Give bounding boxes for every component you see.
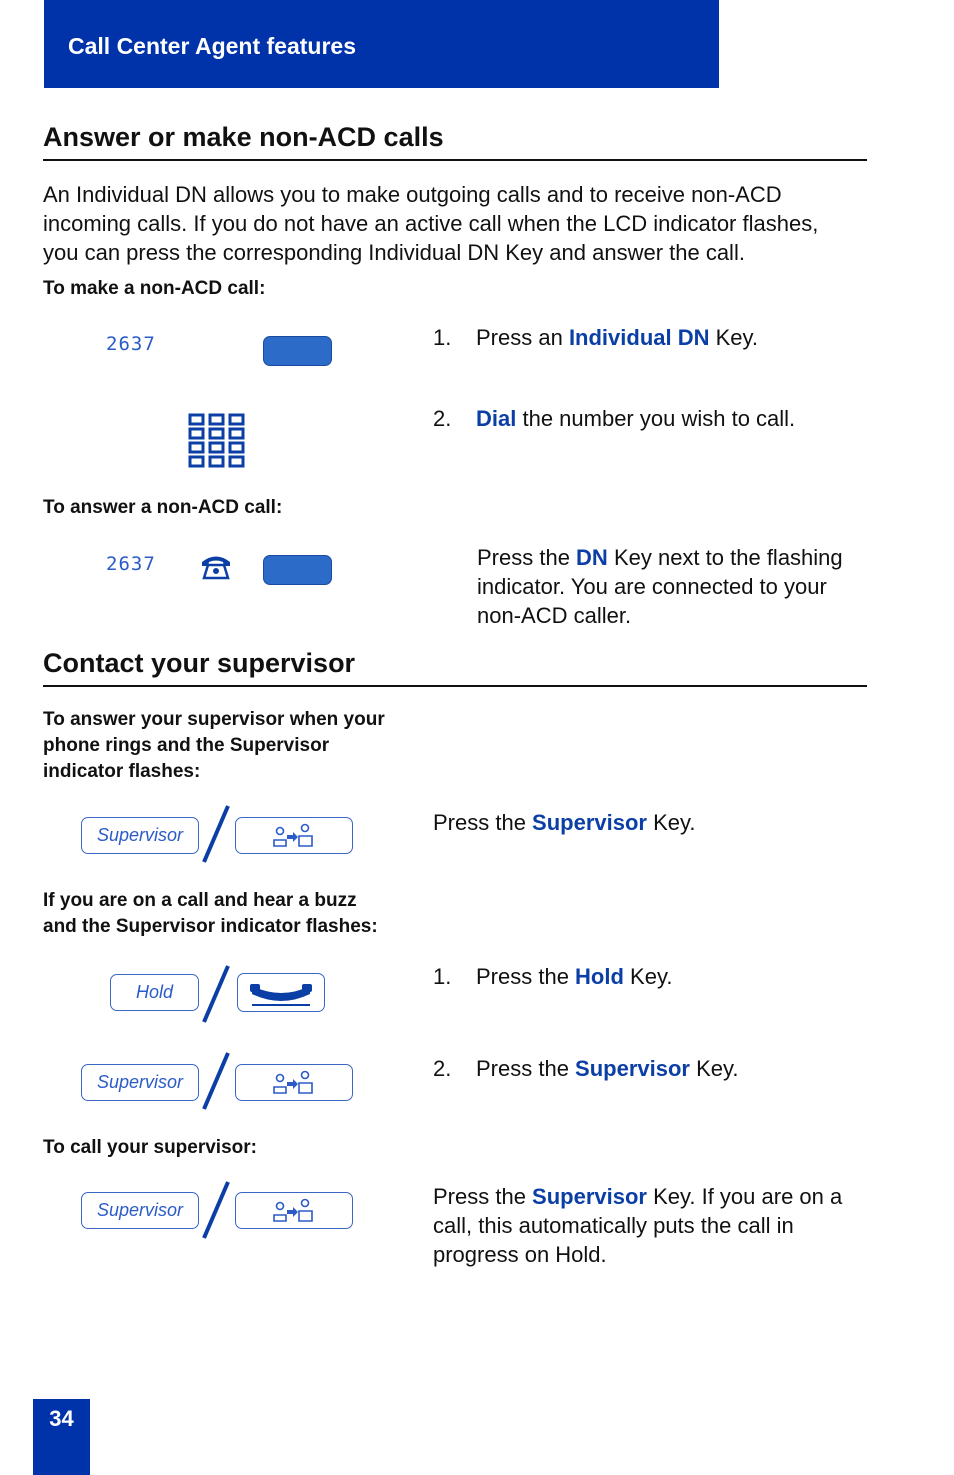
step-text-post: Key. <box>623 964 673 989</box>
supervisor-softkey-label: Supervisor <box>96 1072 184 1092</box>
supervisor-softkey[interactable] <box>81 817 199 854</box>
buzz-step-2 <box>433 1054 863 1084</box>
supervisor-softkey-label: Supervisor <box>96 825 184 845</box>
step-text <box>476 323 758 352</box>
supervisor-transfer-icon <box>236 818 352 853</box>
step-text-post: the number you wish to call. <box>516 406 796 431</box>
step-text <box>476 404 795 433</box>
supervisor-softkey[interactable] <box>81 1192 199 1229</box>
section-heading-non-acd: Answer or make non-ACD calls <box>43 122 444 152</box>
answer-supervisor-heading: To answer your supervisor when your phone rings and the Supervisor indicator flashes: <box>43 709 385 782</box>
buzz-heading: If you are on a call and hear a buzz and the Supervisor indicator flashes: <box>43 890 378 937</box>
supervisor-key[interactable] <box>235 1192 353 1229</box>
press-text-pre: Press the <box>433 810 533 835</box>
keyword-supervisor: Supervisor <box>532 810 647 835</box>
make-call-heading: To make a non-ACD call: <box>43 278 266 299</box>
hold-softkey[interactable] <box>110 974 199 1011</box>
answer-text-post: Key next to the flashing indicator. You are connected to your non-ACD caller. <box>477 545 843 628</box>
call-text-pre: Press the <box>433 1184 533 1209</box>
section-rule <box>43 685 867 687</box>
make-step-2 <box>433 404 863 434</box>
buzz-step-1 <box>433 962 863 992</box>
supervisor-transfer-icon <box>236 1193 352 1228</box>
supervisor-key[interactable] <box>235 817 353 854</box>
slash-divider <box>200 964 232 1024</box>
supervisor-key[interactable] <box>235 1064 353 1101</box>
step-text-post: Key. <box>709 325 759 350</box>
lcd-dn-number: 2637 <box>106 333 156 355</box>
answer-text-pre: Press the <box>477 545 577 570</box>
slash-divider <box>200 804 232 864</box>
hold-handset-icon <box>238 974 324 1011</box>
keyword-dn: DN <box>576 545 608 570</box>
hold-softkey-label: Hold <box>135 982 174 1002</box>
header-title: Call Center Agent features <box>68 33 356 59</box>
step-number: 1. <box>433 325 452 350</box>
step-number: 2. <box>433 406 452 431</box>
step-text <box>476 962 672 991</box>
step-text-post: Key. <box>689 1056 739 1081</box>
page-number: 34 <box>49 1406 74 1431</box>
slash-divider <box>200 1180 232 1240</box>
lcd-dn-number: 2637 <box>106 553 156 575</box>
step-text-pre: Press an <box>476 325 569 350</box>
press-supervisor-text <box>433 808 863 837</box>
answer-instructions <box>477 543 862 630</box>
slash-divider <box>200 1051 232 1111</box>
keyword-individual-dn: Individual DN <box>568 325 710 350</box>
step-text-pre: Press the <box>476 1056 576 1081</box>
step-number: 1. <box>433 964 452 989</box>
supervisor-softkey[interactable] <box>81 1064 199 1101</box>
keypad-icon <box>188 413 246 471</box>
press-text-post: Key. <box>646 810 696 835</box>
hold-key[interactable] <box>237 973 325 1012</box>
make-step-1 <box>433 323 863 353</box>
supervisor-transfer-icon <box>236 1065 352 1100</box>
step-text <box>476 1054 739 1083</box>
call-text-post: Key. If you are on a call, this automatically puts the call in progress on Hold. <box>433 1184 843 1267</box>
individual-dn-key[interactable] <box>263 336 332 366</box>
section-heading-supervisor: Contact your supervisor <box>43 648 356 678</box>
intro-paragraph: An Individual DN allows you to make outgoing calls and to receive non-ACD incoming calls. If you do not have an active call when the LCD indicator flashes, you can press the corresponding Individual DN Key and answer the call. <box>43 182 819 265</box>
step-number: 2. <box>433 1056 452 1081</box>
supervisor-softkey-label: Supervisor <box>96 1200 184 1220</box>
answer-call-heading: To answer a non-ACD call: <box>43 497 283 518</box>
keyword-supervisor: Supervisor <box>575 1056 690 1081</box>
handset-icon <box>200 553 232 581</box>
call-supervisor-heading: To call your supervisor: <box>43 1137 257 1158</box>
dn-key[interactable] <box>263 555 332 585</box>
keyword-supervisor: Supervisor <box>532 1184 647 1209</box>
keyword-hold: Hold <box>575 964 624 989</box>
section-rule <box>43 159 867 161</box>
call-supervisor-text <box>433 1182 863 1269</box>
keyword-dial: Dial <box>476 406 517 431</box>
step-text-pre: Press the <box>476 964 576 989</box>
